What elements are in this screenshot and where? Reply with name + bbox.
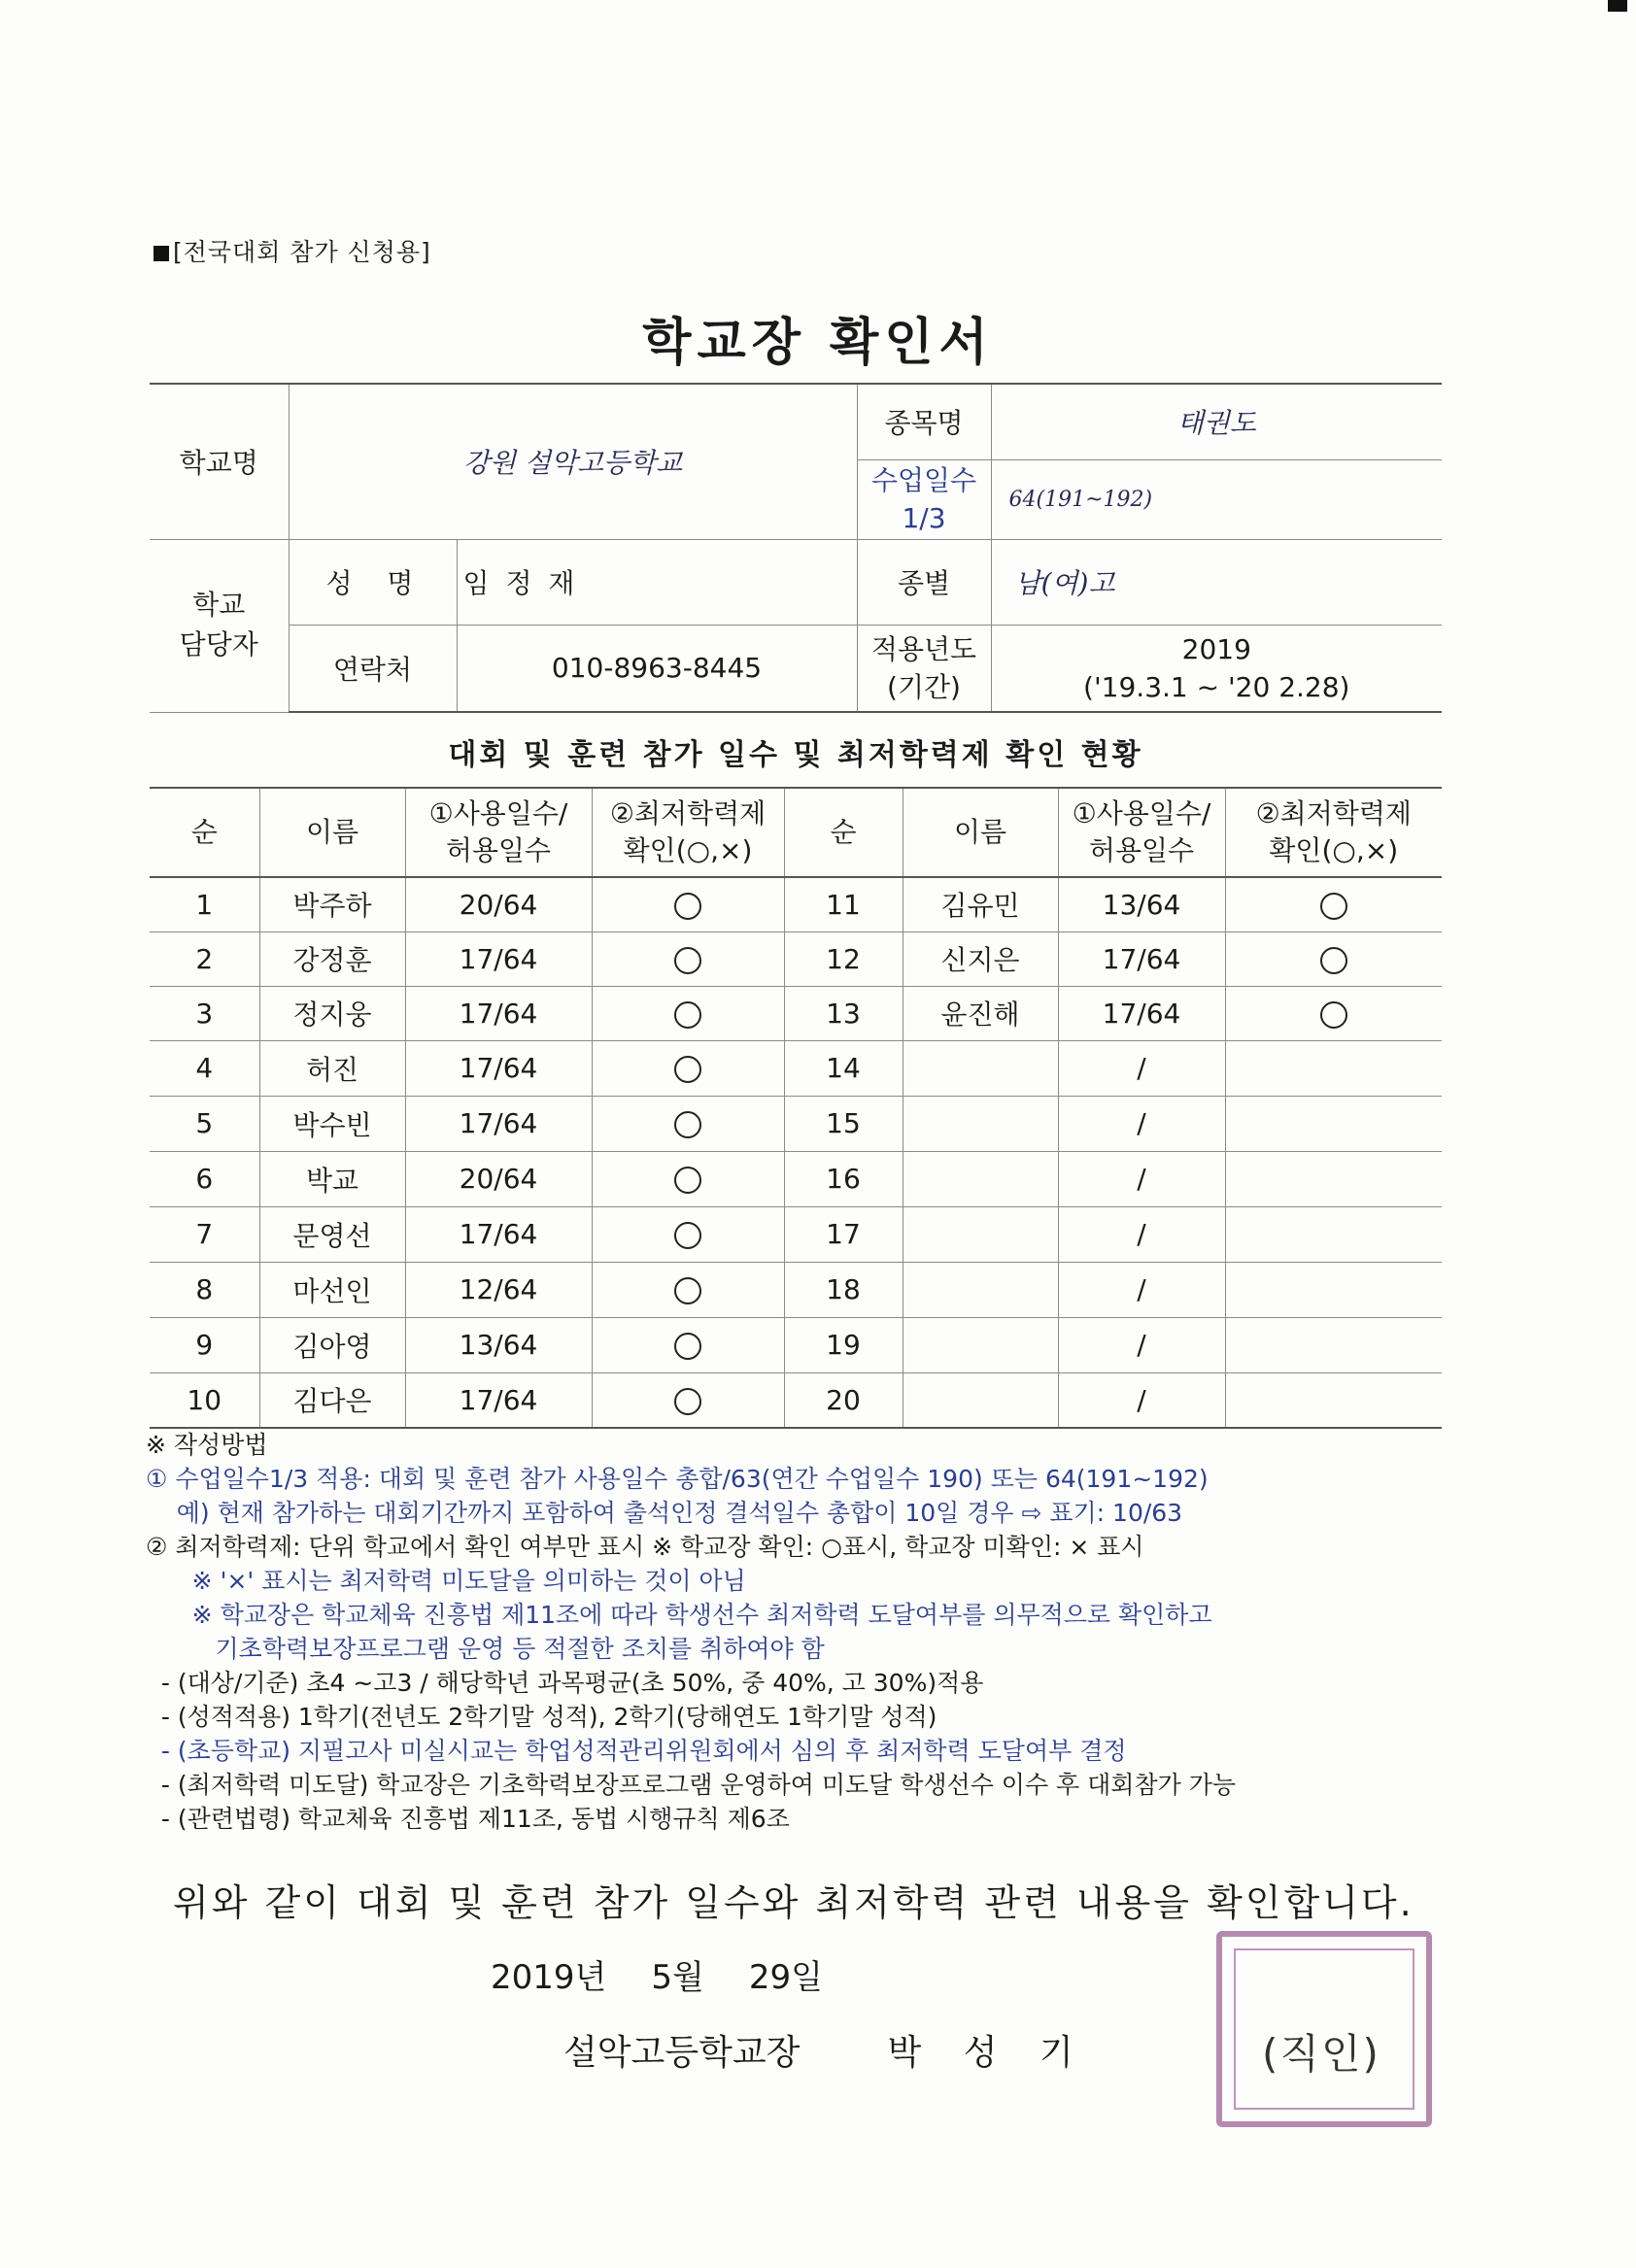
- table-row: [150, 877, 1442, 931]
- class-days-label: [857, 459, 991, 539]
- academic-check: [1225, 931, 1442, 986]
- student-name: 김유민: [903, 877, 1058, 931]
- table-row: [150, 1317, 1442, 1372]
- instruction-line: 기초학력보장프로그램 운영 등 적절한 조치를 취하여야 함: [146, 1635, 825, 1663]
- academic-check: [1225, 1151, 1442, 1206]
- circle-mark-icon: [1320, 1001, 1347, 1029]
- year-value: [991, 625, 1442, 712]
- principal-signature: [563, 2025, 1089, 2075]
- row-number: 17: [784, 1206, 903, 1262]
- student-name: [903, 1206, 1058, 1262]
- academic-check: [592, 1262, 784, 1317]
- student-name: 박수빈: [259, 1096, 405, 1151]
- circle-mark-icon: [674, 1001, 701, 1029]
- circle-mark-icon: [674, 1111, 701, 1138]
- academic-check: [1225, 1096, 1442, 1151]
- header-check-line2: 확인(○,×): [623, 834, 753, 866]
- header-no-right: 순: [784, 788, 903, 877]
- instruction-line: - (최저학력 미도달) 학교장은 기초학력보장프로그램 운영하여 미도달 학생선수 이수 후 대회참가 가능: [146, 1771, 1236, 1799]
- days-used: 17/64: [405, 986, 592, 1040]
- student-name: 윤진해: [903, 986, 1058, 1040]
- sport-label: 종목명: [857, 384, 991, 459]
- days-used: 17/64: [1058, 986, 1225, 1040]
- scan-edge-mark: [1608, 0, 1627, 12]
- date-month: 5월: [651, 1958, 704, 1997]
- header-check: [592, 788, 784, 877]
- manager-label: [150, 539, 289, 712]
- row-number: 7: [150, 1206, 259, 1262]
- circle-mark-icon: [674, 947, 701, 974]
- academic-check: [592, 1096, 784, 1151]
- roster-section-title: 대회 및 훈련 참가 일수 및 최저학력제 확인 현황: [448, 738, 1143, 772]
- academic-check: [592, 1317, 784, 1372]
- circle-mark-icon: [674, 1333, 701, 1360]
- year-period: ('19.3.1 ~ '20 2.28): [1083, 670, 1350, 703]
- student-name: 박주하: [259, 877, 405, 931]
- circle-mark-icon: [1320, 947, 1347, 974]
- student-name: [903, 1262, 1058, 1317]
- circle-mark-icon: [674, 893, 701, 920]
- header-days: [405, 788, 592, 877]
- student-name: [903, 1040, 1058, 1096]
- header-name-right: 이름: [903, 788, 1058, 877]
- row-number: 16: [784, 1151, 903, 1206]
- days-used: 12/64: [405, 1262, 592, 1317]
- table-row: [150, 1096, 1442, 1151]
- roster-table: [150, 787, 1442, 1429]
- square-bullet-icon: [153, 246, 169, 261]
- manager-label-line2: 담당자: [179, 628, 258, 660]
- seal-label: (직인): [1262, 2030, 1380, 2078]
- principal-name: 박 성 기: [887, 2033, 1089, 2073]
- row-number: 2: [150, 931, 259, 986]
- year-label: [857, 625, 991, 712]
- academic-check: [592, 931, 784, 986]
- academic-check: [1225, 1206, 1442, 1262]
- header-name: 이름: [259, 788, 405, 877]
- academic-check: [592, 1040, 784, 1096]
- academic-check: [592, 877, 784, 931]
- sport-value: 태권도: [991, 384, 1442, 459]
- academic-check: [1225, 1372, 1442, 1428]
- instruction-line: ① 수업일수1/3 적용: 대회 및 훈련 참가 사용일수 총합/63(연간 수업일수 190) 또는 64(191~192): [146, 1465, 1209, 1493]
- class-days-label-line2: 1/3: [902, 502, 946, 534]
- days-used: /: [1058, 1040, 1225, 1096]
- header-check-right-line2: 확인(○,×): [1269, 834, 1399, 866]
- principal-title: 설악고등학교장: [563, 2033, 801, 2073]
- row-number: 10: [150, 1372, 259, 1428]
- row-number: 19: [784, 1317, 903, 1372]
- school-name-label: 학교명: [150, 384, 289, 539]
- document-title: 학교장 확인서: [642, 314, 994, 372]
- academic-check: [592, 1206, 784, 1262]
- header-check-right: [1225, 788, 1442, 877]
- student-name: [903, 1096, 1058, 1151]
- row-number: 13: [784, 986, 903, 1040]
- academic-check: [592, 1151, 784, 1206]
- student-name: 박교: [259, 1151, 405, 1206]
- student-name: 허진: [259, 1040, 405, 1096]
- circle-mark-icon: [674, 1056, 701, 1083]
- row-number: 1: [150, 877, 259, 931]
- year-label-line1: 적용년도: [870, 632, 977, 665]
- header-check-right-line1: ②최저학력제: [1255, 797, 1412, 830]
- days-used: 17/64: [405, 1206, 592, 1262]
- academic-check: [1225, 877, 1442, 931]
- academic-check: [1225, 1040, 1442, 1096]
- row-number: 5: [150, 1096, 259, 1151]
- days-used: 17/64: [1058, 931, 1225, 986]
- manager-label-line1: 학교: [192, 589, 246, 622]
- table-row: [150, 1151, 1442, 1206]
- academic-check: [1225, 1262, 1442, 1317]
- header-days-line2: 허용일수: [445, 834, 552, 866]
- school-info-table: [150, 383, 1442, 713]
- student-name: 김다은: [259, 1372, 405, 1428]
- date-day: 29일: [748, 1958, 823, 1997]
- category-label: [전국대회 참가 신청용]: [173, 238, 431, 266]
- row-number: 12: [784, 931, 903, 986]
- date-year: 2019년: [491, 1958, 607, 1997]
- student-name: [903, 1372, 1058, 1428]
- days-used: 13/64: [1058, 877, 1225, 931]
- circle-mark-icon: [674, 1167, 701, 1194]
- student-name: [903, 1317, 1058, 1372]
- contact-label: 연락처: [289, 625, 457, 712]
- days-used: 17/64: [405, 1096, 592, 1151]
- row-number: 9: [150, 1317, 259, 1372]
- header-days-right: [1058, 788, 1225, 877]
- row-number: 11: [784, 877, 903, 931]
- form-category: [153, 233, 431, 268]
- days-used: 13/64: [405, 1317, 592, 1372]
- row-number: 18: [784, 1262, 903, 1317]
- year-label-line2: (기간): [887, 670, 961, 703]
- instruction-line: - (관련법령) 학교체육 진흥법 제11조, 동법 시행규칙 제6조: [146, 1805, 790, 1833]
- table-row: [150, 931, 1442, 986]
- header-days-line1: ①사용일수/: [428, 797, 568, 830]
- student-name: 강정훈: [259, 931, 405, 986]
- instruction-line: - (초등학교) 지필고사 미실시교는 학업성적관리위원회에서 심의 후 최저학력 도달여부 결정: [146, 1737, 1127, 1765]
- days-used: 17/64: [405, 1372, 592, 1428]
- circle-mark-icon: [674, 1277, 701, 1304]
- student-name: 정지웅: [259, 986, 405, 1040]
- instruction-line: ※ '×' 표시는 최저학력 미도달을 의미하는 것이 아님: [146, 1567, 746, 1595]
- circle-mark-icon: [674, 1222, 701, 1249]
- academic-check: [592, 986, 784, 1040]
- student-name: 김아영: [259, 1317, 405, 1372]
- row-number: 15: [784, 1096, 903, 1151]
- roster-header-row: [150, 788, 1442, 877]
- student-name: 문영선: [259, 1206, 405, 1262]
- table-row: [150, 1040, 1442, 1096]
- class-days-value: 64(191~192): [991, 459, 1442, 539]
- days-used: 17/64: [405, 931, 592, 986]
- class-days-label-line1: 수업일수: [870, 463, 977, 496]
- days-used: /: [1058, 1096, 1225, 1151]
- academic-check: [592, 1372, 784, 1428]
- days-used: /: [1058, 1262, 1225, 1317]
- row-number: 3: [150, 986, 259, 1040]
- instruction-line: ② 최저학력제: 단위 학교에서 확인 여부만 표시 ※ 학교장 확인: ○표시, 학교장 미확인: × 표시: [146, 1533, 1144, 1561]
- days-used: 20/64: [405, 877, 592, 931]
- student-name: 신지은: [903, 931, 1058, 986]
- row-number: 6: [150, 1151, 259, 1206]
- days-used: /: [1058, 1206, 1225, 1262]
- instruction-line: 예) 현재 참가하는 대회기간까지 포함하여 출석인정 결석일수 총합이 10일 경우 ⇨ 표기: 10/63: [146, 1499, 1183, 1527]
- name-label: 성 명: [289, 539, 457, 625]
- days-used: /: [1058, 1151, 1225, 1206]
- student-name: 마선인: [259, 1262, 405, 1317]
- header-days-right-line1: ①사용일수/: [1072, 797, 1211, 830]
- table-row: [150, 1372, 1442, 1428]
- days-used: 17/64: [405, 1040, 592, 1096]
- name-value: 임 정 재: [457, 539, 857, 625]
- header-check-line1: ②최저학력제: [609, 797, 767, 830]
- days-used: /: [1058, 1372, 1225, 1428]
- circle-mark-icon: [674, 1388, 701, 1415]
- days-used: 20/64: [405, 1151, 592, 1206]
- contact-value: 010-8963-8445: [457, 625, 857, 712]
- row-number: 20: [784, 1372, 903, 1428]
- instructions-section: [146, 1428, 1467, 1836]
- academic-check: [1225, 1317, 1442, 1372]
- header-days-right-line2: 허용일수: [1088, 834, 1195, 866]
- row-number: 4: [150, 1040, 259, 1096]
- student-name: [903, 1151, 1058, 1206]
- signature-date: [491, 1950, 868, 1998]
- year-number: 2019: [1181, 632, 1251, 665]
- instruction-line: - (대상/기준) 초4 ~고3 / 해당학년 과목평균(초 50%, 중 40%, 고 30%)적용: [146, 1669, 984, 1697]
- academic-check: [1225, 986, 1442, 1040]
- instruction-line: - (성적적용) 1학기(전년도 2학기말 성적), 2학기(당해연도 1학기말 성적): [146, 1703, 937, 1731]
- table-row: [150, 986, 1442, 1040]
- row-number: 14: [784, 1040, 903, 1096]
- table-row: [150, 1262, 1442, 1317]
- school-name-value: 강원 설악고등학교: [289, 384, 857, 539]
- header-no: 순: [150, 788, 259, 877]
- gender-label: 종별: [857, 539, 991, 625]
- gender-value: 남(여)고: [991, 539, 1442, 625]
- circle-mark-icon: [1320, 893, 1347, 920]
- table-row: [150, 1206, 1442, 1262]
- days-used: /: [1058, 1317, 1225, 1372]
- row-number: 8: [150, 1262, 259, 1317]
- instructions-heading: ※ 작성방법: [146, 1431, 268, 1459]
- instruction-line: ※ 학교장은 학교체육 진흥법 제11조에 따라 학생선수 최저학력 도달여부를 의무적으로 확인하고: [146, 1601, 1212, 1629]
- confirmation-statement: 위와 같이 대회 및 훈련 참가 일수와 최저학력 관련 내용을 확인합니다.: [173, 1881, 1414, 1924]
